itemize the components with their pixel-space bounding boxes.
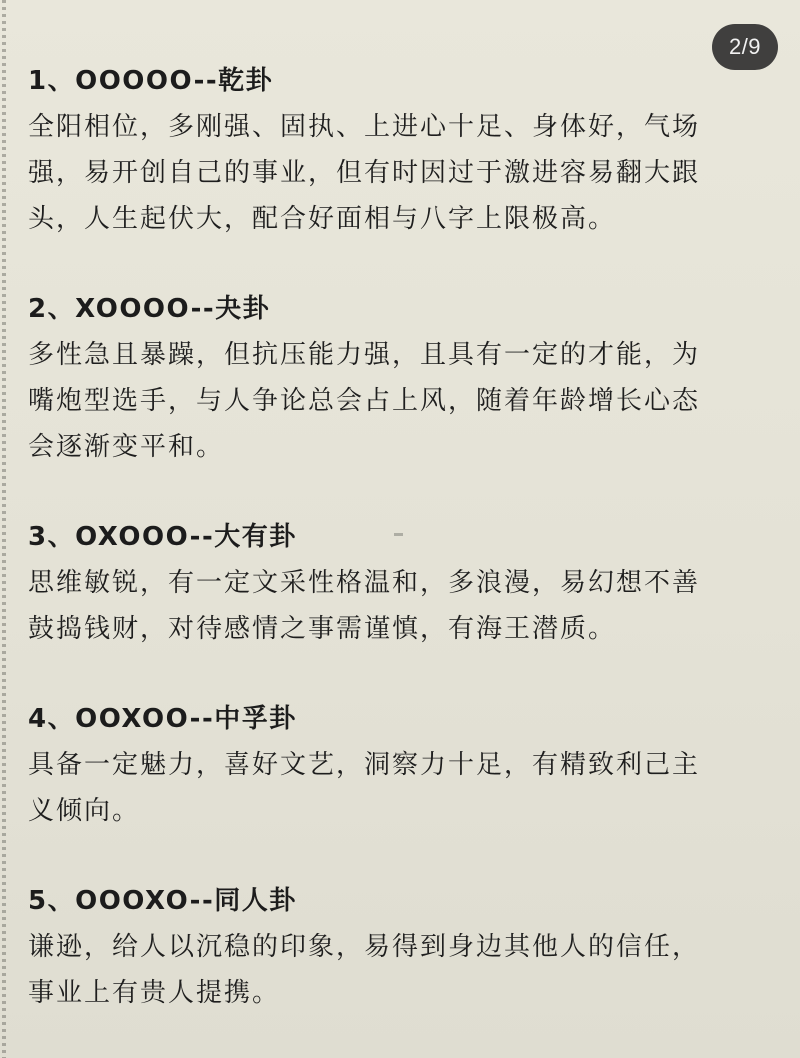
body-line: 义倾向。 [28, 796, 141, 826]
body-line: 强，易开创自己的事业，但有时因过于激进容易翻大跟 [28, 158, 701, 188]
section-heading: 2、XOOOO--夬卦 [28, 294, 271, 324]
body-line: 头，人生起伏大，配合好面相与八字上限极高。 [28, 204, 617, 234]
body-line: 会逐渐变平和。 [28, 432, 225, 462]
content-area [28, 58, 780, 1016]
section-heading: 3、OXOOO--大有卦 [28, 522, 297, 552]
body-line: 全阳相位，多刚强、固执、上进心十足、身体好，气场 [28, 112, 701, 142]
body-line: 思维敏锐，有一定文采性格温和，多浪漫，易幻想不善 [28, 568, 701, 598]
section-qian [28, 58, 780, 242]
body-line: 谦逊，给人以沉稳的印象，易得到身边其他人的信任， [28, 932, 701, 962]
section-heading: 1、OOOOO--乾卦 [28, 66, 274, 96]
section-heading: 5、OOOXO--同人卦 [28, 886, 297, 916]
page-edge-shadow [2, 0, 6, 1058]
body-line: 事业上有贵人提携。 [28, 978, 281, 1008]
page-indicator-badge: 2/9 [712, 24, 778, 70]
body-line: 多性急且暴躁，但抗压能力强，且具有一定的才能，为 [28, 340, 701, 370]
body-line: 鼓捣钱财，对待感情之事需谨慎，有海王潜质。 [28, 614, 617, 644]
section-body [28, 742, 780, 834]
body-line: 嘴炮型选手，与人争论总会占上风，随着年龄增长心态 [28, 386, 701, 416]
section-guai [28, 286, 780, 470]
section-body [28, 924, 780, 1016]
section-zhongfu [28, 696, 780, 834]
section-body [28, 104, 780, 242]
section-body [28, 560, 780, 652]
section-dayou [28, 514, 780, 652]
section-heading: 4、OOXOO--中孚卦 [28, 704, 297, 734]
section-body [28, 332, 780, 470]
section-tongren [28, 878, 780, 1016]
body-line: 具备一定魅力，喜好文艺，洞察力十足，有精致利己主 [28, 750, 701, 780]
